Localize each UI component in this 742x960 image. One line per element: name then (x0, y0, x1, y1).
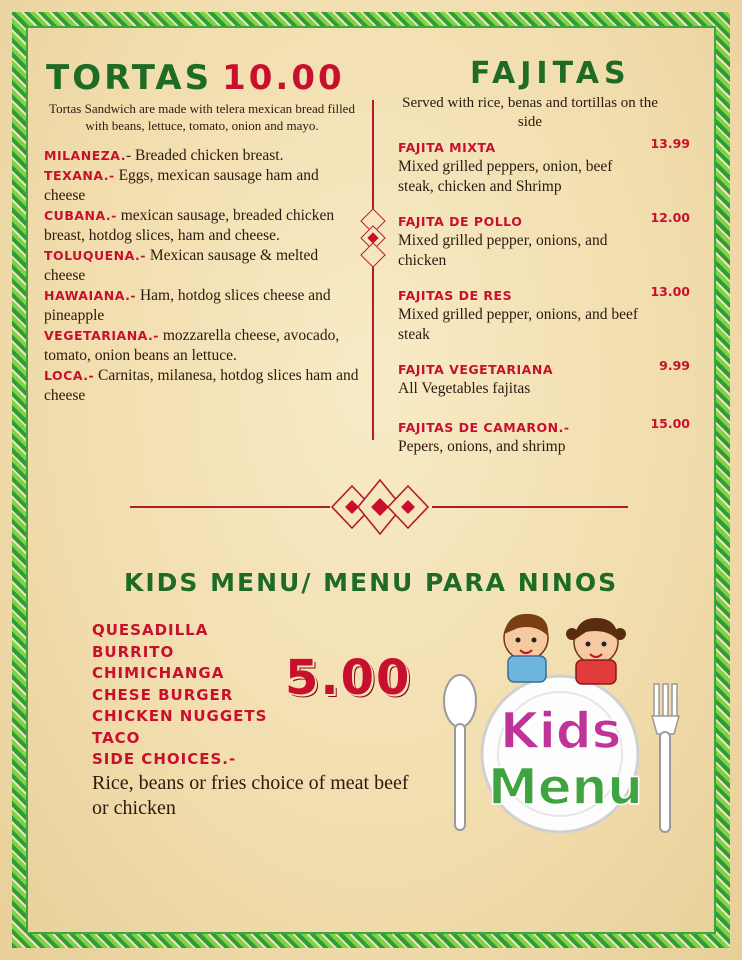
fajita-price: 12.00 (650, 210, 690, 225)
fajita-price: 15.00 (650, 416, 690, 431)
torta-desc: Ham, hotdog slices cheese and pineapple (44, 287, 331, 324)
tortas-intro: Tortas Sandwich are made with telera mexican bread filled with beans, lettuce, tomato, onion and mayo. (49, 101, 355, 133)
kids-item: CHESE BURGER (92, 685, 234, 704)
fajita-price: 9.99 (659, 358, 690, 373)
kids-item: BURRITO (92, 642, 175, 661)
kids-item: QUESADILLA (92, 621, 209, 639)
fajita-desc: Mixed grilled peppers, onion, beef steak, chicken and Shrimp (398, 158, 613, 195)
torta-item (44, 326, 362, 366)
torta-desc: mozzarella cheese, avocado, tomato, onion beans an lettuce. (44, 327, 340, 364)
fajita-name: FAJITAS DE RES (398, 288, 513, 303)
diamond-cluster-icon (330, 478, 430, 536)
fajita-desc: All Vegetables fajitas (398, 380, 531, 397)
fajita-item (398, 136, 698, 197)
fajita-item (398, 358, 698, 399)
kids-item: CHIMICHANGA (92, 664, 225, 682)
torta-desc: Carnitas, milanesa, hotdog slices ham and cheese (44, 367, 359, 404)
tortas-list (44, 146, 362, 406)
fork-icon (652, 684, 679, 832)
torta-name: HAWAIANA.- (44, 288, 137, 303)
logo-word-menu: Menu (488, 758, 643, 816)
torta-desc: Eggs, mexican sausage ham and cheese (44, 167, 319, 204)
kids-price: 5.00 (285, 650, 412, 706)
kids-side-choices-desc: Rice, beans or fries choice of meat beef or chicken (92, 772, 409, 819)
torta-desc: Mexican sausage & melted cheese (44, 247, 319, 284)
torta-item (44, 166, 362, 206)
torta-name: LOCA.- (44, 368, 95, 383)
kids-menu-title: KIDS MENU/ MENU PARA NINOS (124, 568, 619, 597)
kids-item: SIDE CHOICES.- (92, 750, 237, 768)
torta-item (44, 206, 362, 246)
fajita-name: FAJITAS DE CAMARON.- (398, 420, 570, 435)
tortas-price: 10.00 (222, 58, 345, 98)
torta-item (44, 366, 362, 406)
torta-name: TEXANA.- (44, 168, 115, 183)
kids-menu-logo-illustration (438, 606, 700, 838)
kids-item: CHICKEN NUGGETS (92, 707, 268, 725)
torta-name: TOLUQUENA.- (44, 248, 146, 263)
fajita-item (398, 284, 698, 345)
torta-name: CUBANA.- (44, 208, 117, 223)
horizontal-divider-right (432, 506, 628, 508)
tortas-title: TORTAS (46, 58, 213, 98)
logo-word-kids: Kids (500, 702, 622, 760)
boy-character-icon (504, 614, 548, 682)
torta-desc: mexican sausage, breaded chicken breast, hotdog slices, ham and cheese. (44, 207, 335, 244)
fajita-name: FAJITA VEGETARIANA (398, 362, 553, 377)
fajita-item (398, 210, 698, 271)
fajita-desc: Pepers, onions, and shrimp (398, 438, 566, 455)
fajita-desc: Mixed grilled pepper, onions, and chicken (398, 232, 608, 269)
fajita-price: 13.99 (650, 136, 690, 151)
spoon-icon (444, 675, 476, 830)
torta-name: MILANEZA. (44, 148, 126, 163)
torta-item (44, 146, 362, 166)
vertical-divider (372, 100, 374, 440)
torta-item (44, 286, 362, 326)
fajita-price: 13.00 (650, 284, 690, 299)
fajita-item (398, 416, 698, 457)
torta-item (44, 246, 362, 286)
torta-name: VEGETARIANA.- (44, 328, 159, 343)
fajita-name: FAJITA MIXTA (398, 140, 496, 155)
kids-items-list (92, 620, 267, 771)
kids-item: TACO (92, 728, 141, 747)
fajitas-title: FAJITAS (470, 56, 631, 91)
fajitas-subtitle: Served with rice, benas and tortillas on the side (402, 95, 658, 130)
horizontal-divider-left (130, 506, 330, 508)
fajita-name: FAJITA DE POLLO (398, 214, 523, 229)
fajita-desc: Mixed grilled pepper, onions, and beef steak (398, 306, 638, 343)
tortas-heading (46, 58, 345, 98)
torta-desc: - Breaded chicken breast. (125, 147, 284, 164)
girl-character-icon (566, 618, 626, 684)
